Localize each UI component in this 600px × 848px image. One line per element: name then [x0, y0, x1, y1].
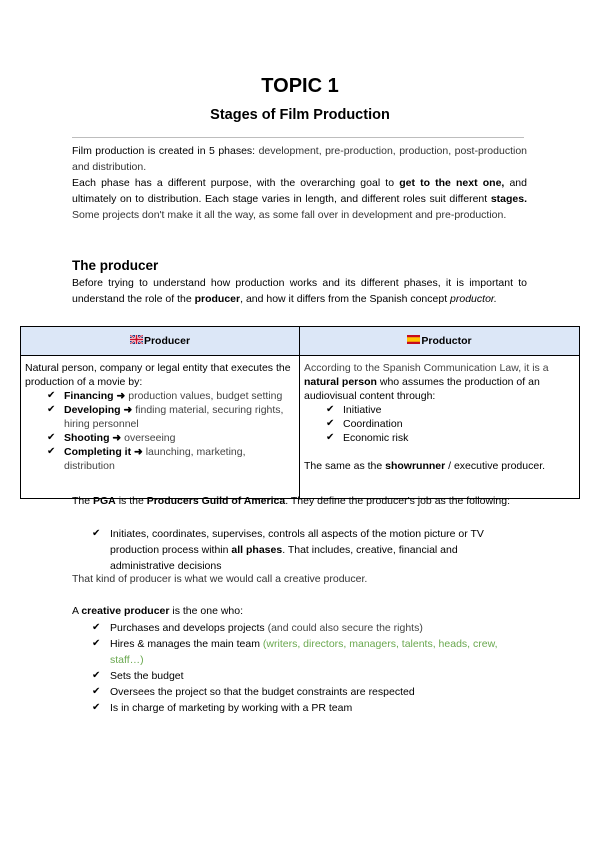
- list-item: ✔ Hires & manages the main team (writers, directors, managers, talents, heads, crew, staff…): [92, 636, 512, 668]
- list-item: ✔ Oversees the project so that the budget constraints are respected: [92, 684, 512, 700]
- pga-paragraph: The PGA is the Producers Guild of America. They define the producer's job as the following:: [72, 495, 510, 507]
- list-item: ✔ Shooting ➜ overseeing: [47, 431, 295, 445]
- producer-heading: The producer: [72, 258, 159, 273]
- table-header-producer: Producer: [21, 327, 300, 356]
- list-item: ✔ Economic risk: [326, 431, 575, 445]
- page-subtitle: Stages of Film Production: [210, 107, 390, 123]
- list-item: ✔ Completing it ➜ launching, marketing, distribution: [47, 445, 295, 473]
- producer-comparison-table: [20, 326, 580, 499]
- uk-flag-icon: [130, 334, 143, 348]
- spain-flag-icon: [407, 334, 420, 348]
- list-item: ✔ Financing ➜ production values, budget setting: [47, 389, 295, 403]
- table-header-productor: Productor: [300, 327, 580, 356]
- productor-cell: [300, 356, 580, 499]
- producer-task-list: [25, 389, 295, 473]
- producer-cell: [21, 356, 300, 499]
- intro-paragraph-1: Film production is created in 5 phases: development, pre-production, production, post-production and distribution.: [72, 145, 527, 173]
- list-item: ✔ Purchases and develops projects (and could also secure the rights): [92, 620, 512, 636]
- creative-producer-list: [92, 620, 512, 716]
- intro-paragraph-2: Each phase has a different purpose, with the overarching goal to get to the next one, and ultimately on to distribution. Each stage varies in length, and different roles suit different stages. Some projects don't make it all the way, as some fall over in development and pre-production.: [72, 177, 527, 221]
- productor-definition: According to the Spanish Communication Law, it is a natural person who assumes the production of an audiovisual content through:: [304, 362, 549, 402]
- list-item: ✔ Developing ➜ finding material, securing rights, hiring personnel: [47, 403, 295, 431]
- list-item: ✔ Sets the budget: [92, 668, 512, 684]
- page-title: TOPIC 1: [261, 75, 339, 97]
- creative-producer-paragraph: A creative producer is the one who:: [72, 605, 244, 617]
- title-divider: [72, 137, 524, 138]
- list-item: ✔ Initiative: [326, 403, 575, 417]
- list-item: ✔ Coordination: [326, 417, 575, 431]
- productor-equivalence: The same as the showrunner / executive producer.: [304, 460, 546, 472]
- producer-definition: Natural person, company or legal entity that executes the production of a movie by:: [25, 362, 291, 388]
- pga-closing: That kind of producer is what we would call a creative producer.: [72, 573, 368, 585]
- list-item: ✔ Is in charge of marketing by working with a PR team: [92, 700, 512, 716]
- list-item: ✔ Initiates, coordinates, supervises, controls all aspects of the motion picture or TV production process within all phases. That includes, creative, financial and administrative decisions: [92, 526, 512, 574]
- productor-trait-list: [304, 403, 575, 445]
- pga-definition-list: [92, 526, 512, 574]
- producer-paragraph: Before trying to understand how production works and its different phases, it is important to understand the role of the producer, and how it differs from the Spanish concept productor.: [72, 277, 527, 305]
